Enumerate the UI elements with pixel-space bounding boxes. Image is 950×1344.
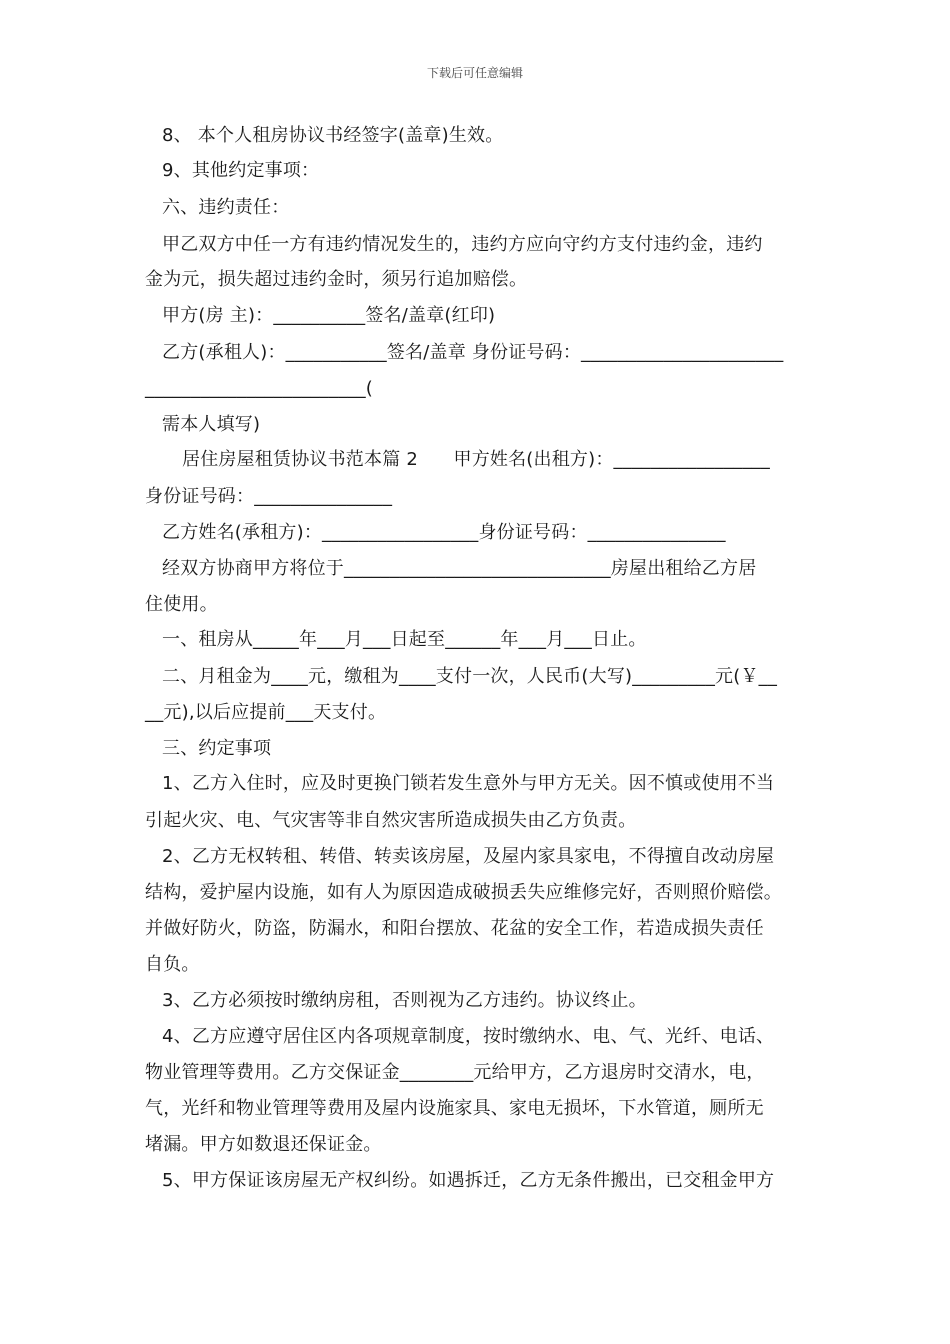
paragraph-line: __元),以后应提前___天支付。 — [145, 702, 387, 723]
landlord-id-line: 身份证号码：_______________ — [145, 486, 393, 507]
rent-line: 二、月租金为____元，缴租为____支付一次，人民币(大写)_________元(￥__ — [162, 666, 778, 687]
paragraph-line: 结构，爱护屋内设施，如有人为原因造成破损丢失应维修完好，否则照价赔偿。 — [145, 882, 782, 903]
term-1: 1、乙方入住时，应及时更换门锁若发生意外与甲方无关。因不慎或使用不当 — [162, 773, 775, 794]
section-heading-liability: 六、违约责任： — [162, 197, 290, 218]
signature-note: 需本人填写) — [162, 414, 261, 435]
tenant-name-line: 乙方姓名(承租方)：_________________身份证号码：_______________ — [162, 522, 726, 543]
clause-8: 8、 本个人租房协议书经签字(盖章)生效。 — [162, 125, 504, 146]
page-header: 下载后可任意编辑 — [426, 66, 523, 80]
paragraph-line: 金为元，损失超过违约金时，须另行追加赔偿。 — [145, 269, 528, 290]
paragraph-line: 气，光纤和物业管理等费用及屋内设施家具、家电无损坏，下水管道，厕所无 — [145, 1098, 764, 1119]
term-3: 3、乙方必须按时缴纳房租，否则视为乙方违约。协议终止。 — [162, 990, 647, 1011]
section-heading-terms: 三、约定事项 — [162, 738, 272, 759]
tenant-signature-line: 乙方(承租人)：___________签名/盖章 身份证号码：______________________ — [162, 342, 784, 363]
term-4: 4、乙方应遵守居住区内各项规章制度，按时缴纳水、电、气、光纤、电话、 — [162, 1026, 775, 1047]
paragraph-line: 并做好防火，防盗，防漏水，和阳台摆放、花盆的安全工作，若造成损失责任 — [145, 918, 764, 939]
term-2: 2、乙方无权转租、转借、转卖该房屋，及屋内家具家电，不得擅自改动房屋 — [162, 846, 775, 867]
property-location-line: 经双方协商甲方将位于_____________________________房屋出租给乙方居 — [162, 558, 757, 579]
lease-period-line: 一、租房从_____年___月___日起至______年___月___日止。 — [162, 629, 647, 650]
tenant-id-line: ________________________( — [145, 378, 374, 399]
paragraph-line: 住使用。 — [145, 594, 218, 615]
paragraph-line: 物业管理等费用。乙方交保证金________元给甲方，乙方退房时交清水，电， — [145, 1062, 765, 1083]
clause-9: 9、其他约定事项： — [162, 160, 320, 181]
landlord-signature-line: 甲方(房 主)：__________签名/盖章(红印) — [162, 305, 496, 326]
paragraph-line: 引起火灾、电、气灾害等非自然灾害所造成损失由乙方负责。 — [145, 810, 637, 831]
template-title-line: 居住房屋租赁协议书范本篇 2 甲方姓名(出租方)：_________________ — [182, 449, 770, 470]
paragraph-line: 甲乙双方中任一方有违约情况发生的，违约方应向守约方支付违约金，违约 — [162, 234, 763, 255]
paragraph-line: 堵漏。甲方如数退还保证金。 — [145, 1134, 382, 1155]
paragraph-line: 自负。 — [145, 954, 200, 975]
term-5: 5、甲方保证该房屋无产权纠纷。如遇拆迁，乙方无条件搬出，已交租金甲方 — [162, 1170, 775, 1191]
